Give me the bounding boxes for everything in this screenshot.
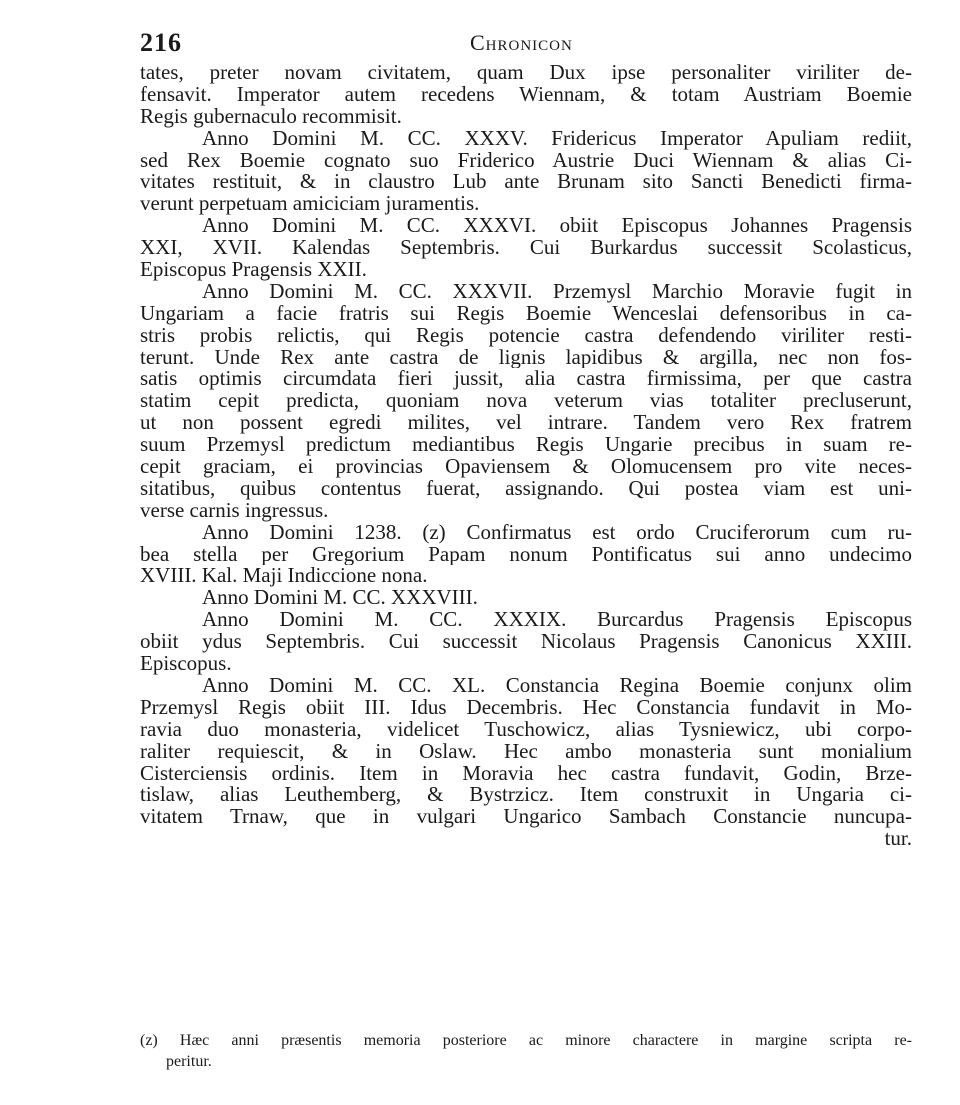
- text-line: Anno Domini M. CC. XXXIX. Burcardus Pragensis Episcopus: [202, 609, 912, 632]
- text-line: obiit ydus Septembris. Cui successit Nicolaus Pragensis Canonicus XXIII.: [140, 631, 912, 654]
- text-line: raliter requiescit, & in Oslaw. Hec ambo monasteria sunt monialium: [140, 740, 912, 763]
- text-line: terunt. Unde Rex ante castra de lignis lapidibus & argilla, nec non fos-: [140, 346, 912, 369]
- text-line: stris probis relictis, qui Regis potencie castra defendendo viriliter resti-: [140, 324, 912, 347]
- text-line: Anno Domini M. CC. XXXVI. obiit Episcopus Johannes Pragensis: [202, 215, 912, 238]
- page-number: 216: [140, 28, 182, 57]
- text-line: Episcopus Pragensis XXII.: [140, 259, 367, 281]
- text-line: tur.: [884, 828, 912, 851]
- text-line: Przemysl Regis obiit III. Idus Decembris. Hec Constancia fundavit in Mo-: [140, 696, 912, 719]
- text-line: bea stella per Gregorium Papam nonum Pontificatus sui anno undecimo: [140, 543, 912, 566]
- text-line: fensavit. Imperator autem recedens Wiennam, & totam Austriam Boemie: [140, 83, 912, 106]
- text-line: tislaw, alias Leuthemberg, & Bystrzicz. Item construxit in Ungaria ci-: [140, 784, 912, 807]
- text-line: Anno Domini M. CC. XXXVII. Przemysl Marchio Moravie fugit in: [202, 280, 912, 303]
- text-line: cepit graciam, ei provincias Opaviensem & Olomucensem pro vite neces-: [140, 456, 912, 478]
- text-line: statim cepit predicta, quoniam nova veterum vias totaliter precluserunt,: [140, 390, 912, 413]
- page-header: [140, 28, 910, 60]
- text-line: Ungariam a facie fratris sui Regis Boemie Wenceslai defensoribus in ca-: [140, 302, 912, 325]
- text-line: Episcopus.: [140, 653, 232, 675]
- text-line: suum Przemysl predictum mediantibus Regis Ungarie precibus in suam re-: [140, 434, 912, 457]
- text-line: Regis gubernaculo recommisit.: [140, 105, 402, 128]
- text-line: verse carnis ingressus.: [140, 499, 329, 522]
- text-line: vitatem Trnaw, que in vulgari Ungarico Sambach Constancie nuncupa-: [140, 806, 912, 829]
- text-line: Anno Domini M. CC. XXXVIII.: [202, 587, 478, 610]
- running-title: Chronicon: [470, 30, 573, 55]
- text-line: ravia duo monasteria, videlicet Tuschowicz, alias Tysniewicz, ubi corpo-: [140, 718, 912, 741]
- footnote-line: (z) Hæc anni præsentis memoria posteriore ac minore charactere in margine scripta re-: [140, 1032, 912, 1049]
- main-text: [140, 62, 912, 850]
- text-line: satis optimis circumdata fieri jussit, alia castra firmissima, per que castra: [140, 368, 912, 391]
- text-line: ut non possent egredi milites, vel intrare. Tandem vero Rex fratrem: [140, 412, 912, 435]
- text-line: Anno Domini M. CC. XXXV. Fridericus Imperator Apuliam rediit,: [202, 127, 912, 150]
- text-line: Cisterciensis ordinis. Item in Moravia hec castra fundavit, Godin, Brze-: [140, 762, 912, 785]
- footnote: [140, 1030, 912, 1072]
- text-line: XXI, XVII. Kalendas Septembris. Cui Burkardus successit Scolasticus,: [140, 237, 912, 260]
- text-line: Anno Domini M. CC. XL. Constancia Regina Boemie conjunx olim: [202, 674, 912, 697]
- text-line: vitates restituit, & in claustro Lub ante Brunam sito Sancti Benedicti firma-: [140, 171, 912, 194]
- text-line: tates, preter novam civitatem, quam Dux ipse personaliter viriliter de-: [140, 62, 912, 84]
- text-line: sed Rex Boemie cognato suo Friderico Austrie Duci Wiennam & alias Ci-: [140, 149, 912, 172]
- text-line: sitatibus, quibus contentus fuerat, assignando. Qui postea viam est uni-: [140, 477, 912, 500]
- text-line: XVIII. Kal. Maji Indiccione nona.: [140, 565, 428, 588]
- text-line: Anno Domini 1238. (z) Confirmatus est ordo Cruciferorum cum ru-: [202, 521, 912, 544]
- text-line: verunt perpetuam amiciciam juramentis.: [140, 193, 480, 216]
- footnote-line: peritur.: [166, 1053, 212, 1070]
